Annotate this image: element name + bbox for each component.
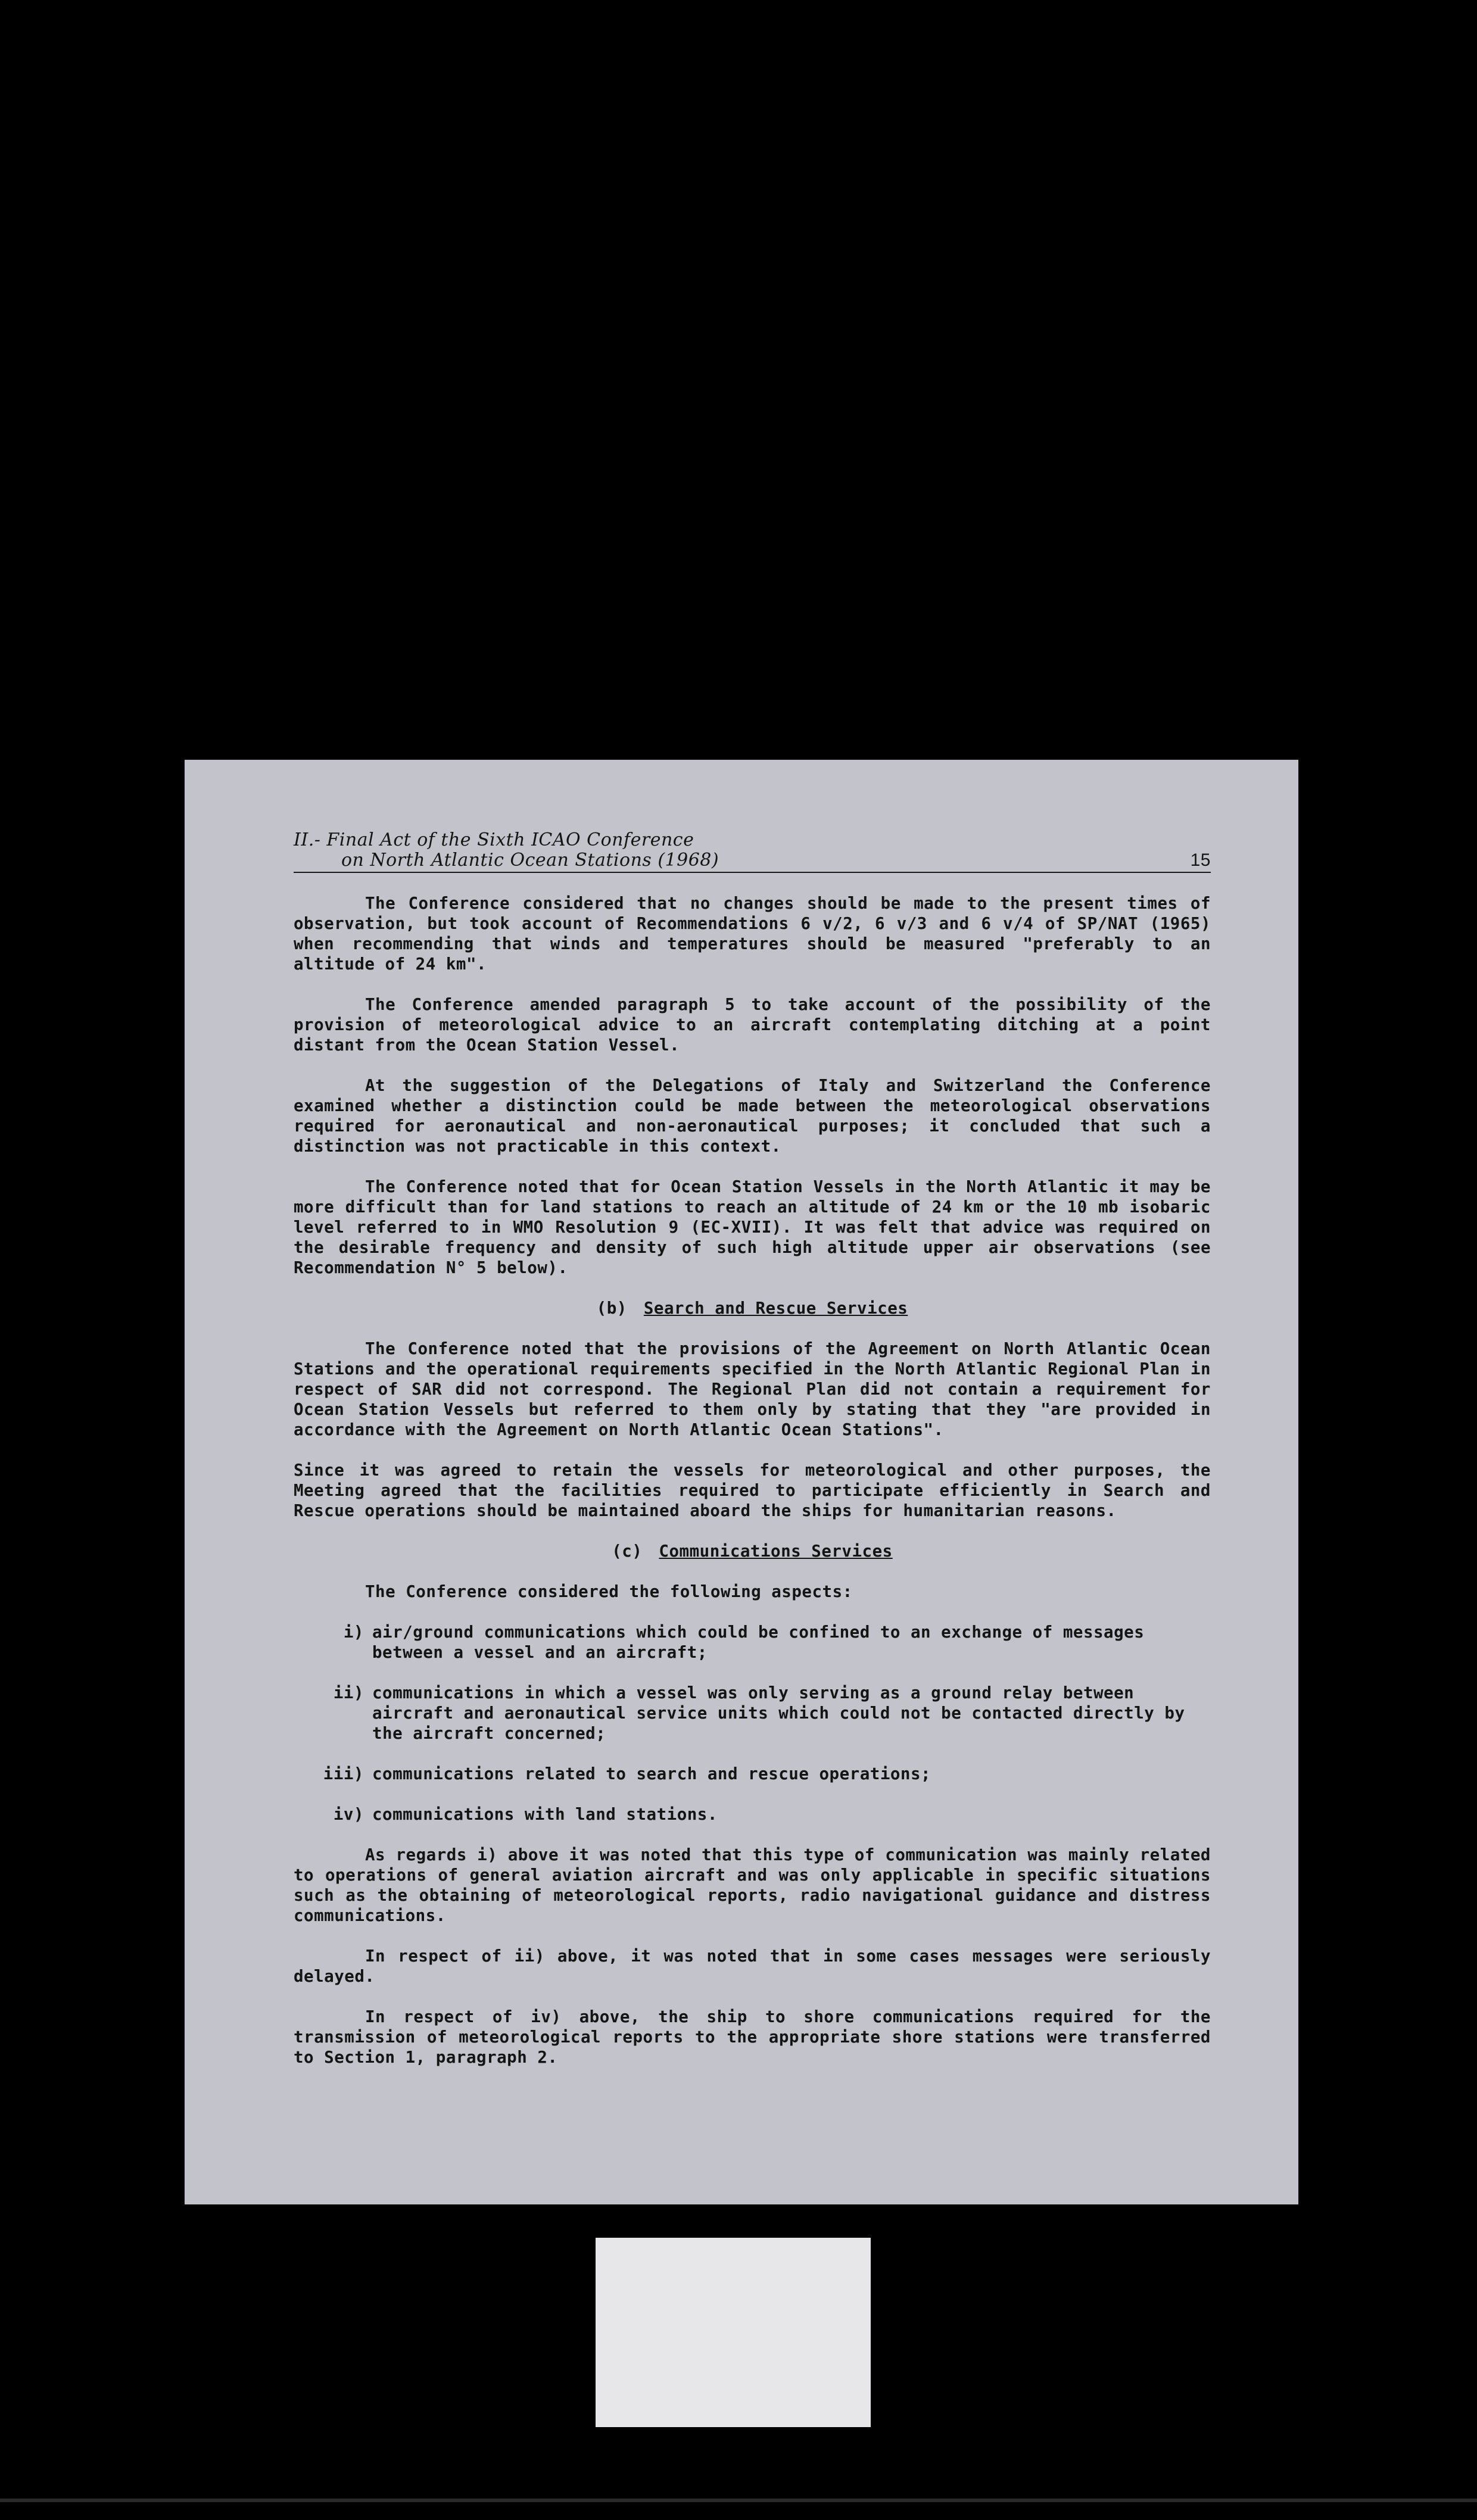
list-item [294, 1804, 1211, 1824]
list-item [294, 1764, 1211, 1784]
calibration-card [596, 2238, 871, 2427]
page-number: 15 [1190, 850, 1211, 870]
paragraph-observation-times: The Conference considered that no changes should be made to the present times of observation, but took account of Recommendations 6 v/2, 6 v/3 and 6 v/4 of SP/NAT (1965) when recommending that winds and temperatures should be measured "preferably to an altitude of 24 km". [294, 894, 1211, 974]
document-page [185, 760, 1298, 2204]
list-item [294, 1622, 1211, 1663]
list-item-label: ii) [333, 1683, 364, 1702]
section-heading-sar [294, 1298, 1211, 1318]
list-item-text: communications with land stations. [372, 1805, 718, 1824]
list-item [294, 1683, 1211, 1744]
paragraph-comm-regards-iv: In respect of iv) above, the ship to shore communications required for the transmission of meteorological reports to the appropriate shore stations were transferred to Section 1, paragraph 2. [294, 2007, 1211, 2067]
list-item-text: communications related to search and rescue operations; [372, 1764, 931, 1783]
paragraph-ditching-advice: The Conference amended paragraph 5 to take account of the possibility of the provision of meteorological advice to an aircraft contemplating ditching at a point distant from the Ocean Station Vessel. [294, 995, 1211, 1055]
section-title: Communications Services [659, 1542, 893, 1561]
section-title: Search and Rescue Services [643, 1299, 908, 1318]
paragraph-sar-provisions: The Conference noted that the provisions of the Agreement on North Atlantic Ocean Stations and the operational requirements specified in the North Atlantic Regional Plan in respect of SAR did not correspond. The Regional Plan did not contain a requirement for Ocean Station Vessels but referred to them only by stating that they "are provided in accordance with the Agreement on North Atlantic Ocean Stations". [294, 1339, 1211, 1439]
paragraph-italy-switzerland: At the suggestion of the Delegations of Italy and Switzerland the Conference examined whether a distinction could be made between the meteorological observations required for aeronautical and non-aeronautical purposes; it concluded that such a distinction was not practicable in this context. [294, 1076, 1211, 1156]
list-item-label: iv) [333, 1805, 364, 1824]
section-heading-communications [294, 1541, 1211, 1561]
section-label: (c) [612, 1542, 643, 1561]
paragraph-comm-regards-i: As regards i) above it was noted that this type of communication was mainly related to operations of general aviation aircraft and was only applicable in specific situations such as the obtaining of meteorological reports, radio navigational guidance and distress communications. [294, 1845, 1211, 1925]
header-title-line-2: on North Atlantic Ocean Stations (1968) [341, 850, 719, 871]
paragraph-high-altitude: The Conference noted that for Ocean Station Vessels in the North Atlantic it may be more difficult than for land stations to reach an altitude of 24 km or the 10 mb isobaric level referred to in WMO Resolution 9 (EC-XVII). It was felt that advice was required on the desirable frequency and density of such high altitude upper air observations (see Recommendation N° 5 below). [294, 1177, 1211, 1277]
running-header [294, 830, 1211, 873]
list-item-text: air/ground communications which could be confined to an exchange of messages between a vessel and an aircraft; [372, 1623, 1145, 1662]
paragraph-comm-regards-ii: In respect of ii) above, it was noted that in some cases messages were seriously delayed. [294, 1947, 1211, 1986]
scanner-edge-line [0, 2499, 1477, 2502]
list-item-label: iii) [323, 1764, 364, 1783]
list-item-text: communications in which a vessel was only serving as a ground relay between aircraft and aeronautical service units which could not be contacted directly by the aircraft concerned; [372, 1683, 1185, 1743]
page-content [294, 830, 1211, 2088]
section-label: (b) [596, 1299, 627, 1318]
header-title-line-1: II.- Final Act of the Sixth ICAO Conference [294, 829, 694, 850]
paragraph-sar-humanitarian: Since it was agreed to retain the vessels for meteorological and other purposes, the Meeting agreed that the facilities required to participate efficiently in Search and Rescue operations should be maintained aboard the ships for humanitarian reasons. [294, 1461, 1211, 1520]
paragraph-comm-intro: The Conference considered the following aspects: [365, 1582, 853, 1601]
list-item-label: i) [343, 1623, 364, 1642]
